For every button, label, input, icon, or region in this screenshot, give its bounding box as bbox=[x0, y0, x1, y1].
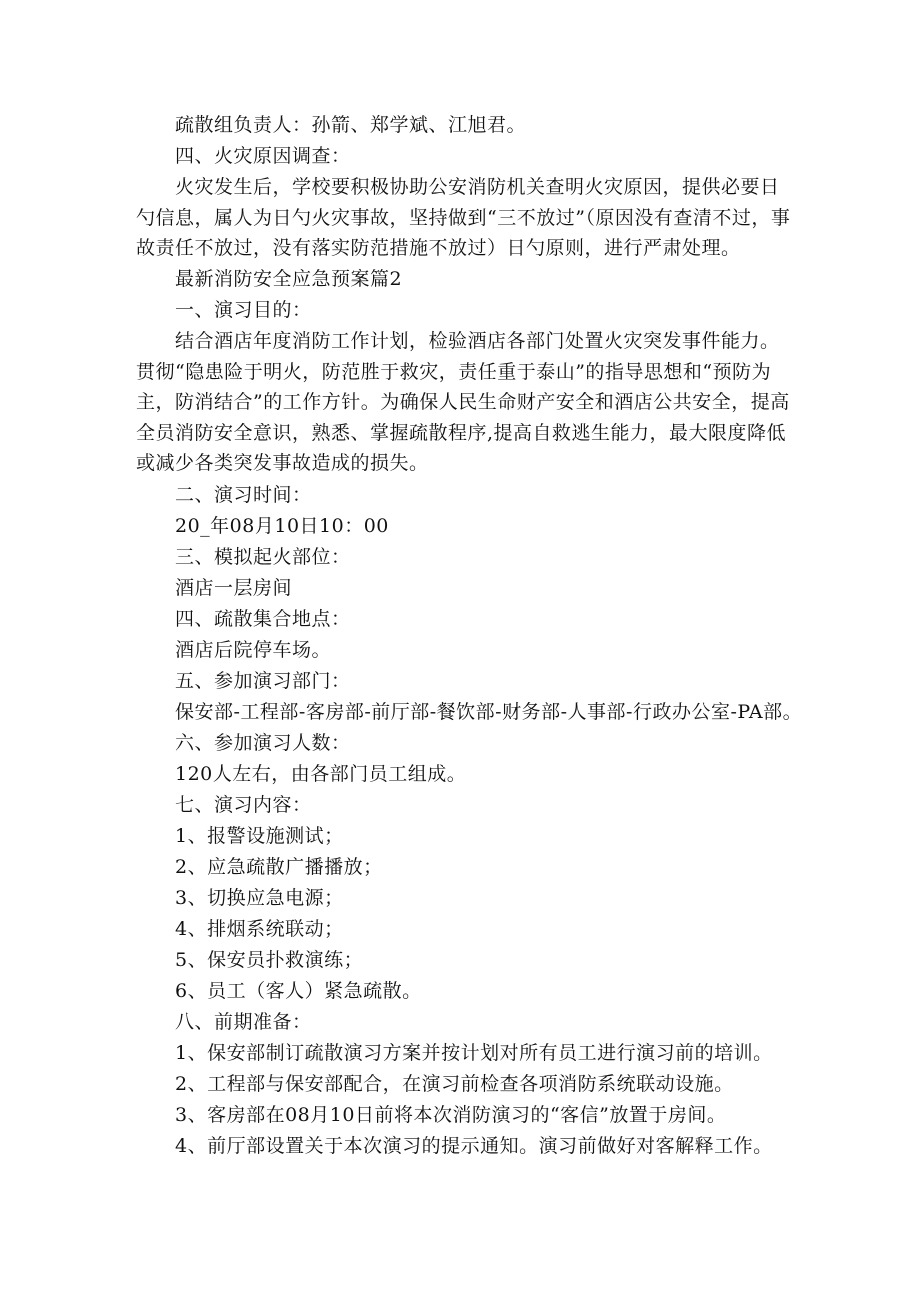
list-item: 2、工程部与保安部配合，在演习前检查各项消防系统联动设施。 bbox=[175, 1073, 734, 1095]
text-line: 20_年08月10日10：00 bbox=[175, 515, 389, 537]
text-line: 保安部-工程部-客房部-前厅部-餐饮部-财务部-人事部-行政办公室-PA部。 bbox=[175, 701, 803, 723]
list-item: 3、客房部在08月10日前将本次消防演习的“客信”放置于房间。 bbox=[175, 1104, 727, 1126]
list-item: 1、保安部制订疏散演习方案并按计划对所有员工进行演习前的培训。 bbox=[175, 1042, 773, 1064]
article-title: 最新消防安全应急预案篇2 bbox=[175, 268, 403, 290]
section-heading: 一、演习目的： bbox=[175, 299, 312, 321]
list-item: 6、员工（客人）紧急疏散。 bbox=[175, 980, 422, 1002]
text-line: 疏散组负责人：孙箭、郑学斌、江旭君。 bbox=[175, 114, 527, 136]
section-heading: 七、演习内容： bbox=[175, 794, 312, 816]
section-heading: 三、模拟起火部位： bbox=[175, 546, 351, 568]
list-item: 4、排烟系统联动； bbox=[175, 918, 344, 940]
section-heading: 四、火灾原因调查： bbox=[175, 145, 351, 167]
list-item: 4、前厅部设置关于本次演习的提示通知。演习前做好对客解释工作。 bbox=[175, 1135, 773, 1157]
section-heading: 四、疏散集合地点： bbox=[175, 608, 351, 630]
section-heading: 六、参加演习人数： bbox=[175, 732, 351, 754]
list-item: 5、保安员扑救演练； bbox=[175, 949, 364, 971]
text-line: 120人左右，由各部门员工组成。 bbox=[175, 763, 467, 785]
paragraph: 火灾发生后，学校要积极协助公安消防机关查明火灾原因，提供必要日勺信息，属人为日勺火灾事故，坚持做到“三不放过”（原因没有查清不过，事故责任不放过，没有落实防范措施不放过）日勺原则，进行严肃处理。 bbox=[136, 176, 791, 259]
list-item: 2、应急疏散广播播放； bbox=[175, 856, 383, 878]
text-line: 酒店后院停车场。 bbox=[175, 639, 332, 661]
list-item: 3、切换应急电源； bbox=[175, 887, 344, 909]
paragraph: 结合酒店年度消防工作计划，检验酒店各部门处置火灾突发事件能力。贯彻“隐患险于明火，防范胜于救灾，责任重于泰山”的指导思想和“预防为主，防消结合”的工作方针。为确保人民生命财产安全和酒店公共安全，提高全员消防安全意识，熟悉、掌握疏散程序,提高自救逃生能力，最大限度降低或减少各类突发事故造成的损失。 bbox=[136, 330, 790, 474]
section-heading: 八、前期准备： bbox=[175, 1011, 312, 1033]
list-item: 1、报警设施测试； bbox=[175, 825, 344, 847]
section-heading: 二、演习时间： bbox=[175, 484, 312, 506]
section-heading: 五、参加演习部门： bbox=[175, 670, 351, 692]
text-line: 酒店一层房间 bbox=[175, 577, 293, 599]
